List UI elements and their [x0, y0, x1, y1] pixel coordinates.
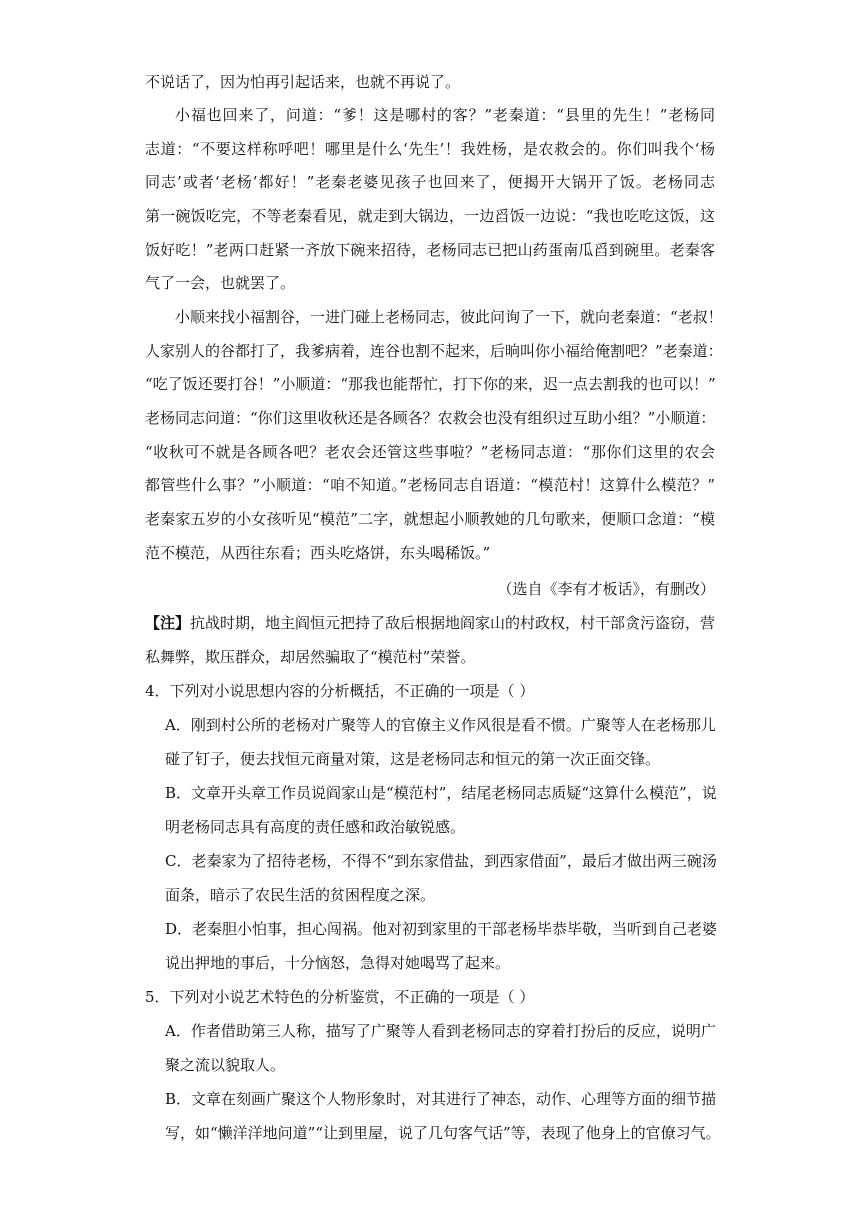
note-text: 抗战时期，地主阎恒元把持了敌后根据地阎家山的村政权，村干部贪污盗窃，营: [190, 614, 716, 632]
option-a[interactable]: A．作者借助第三人称，描写了广聚等人看到老杨同志的穿着打扮后的反应，说明广: [165, 1022, 716, 1040]
annotation-note: [145, 613, 715, 633]
option-b-cont: 写，如“懒洋洋地问道”“让到里屋，说了几句客气话”等，表现了他身上的官僚习气。: [165, 1124, 721, 1142]
option-d[interactable]: D．老秦胆小怕事，担心闯祸。他对初到家里的干部老杨毕恭毕敬，当听到自己老婆: [165, 920, 718, 938]
option-b[interactable]: B．文章在刻画广聚这个人物形象时，对其进行了神态，动作、心理等方面的细节描: [165, 1090, 717, 1108]
story-line: 小福也回来了，问道：“爹！这是哪村的客？”老秦道：“县里的先生！”老杨同: [175, 106, 715, 124]
story-line: 都管些什么事？”小顺道：“咱不知道。”老杨同志自语道：“模范村！这算什么模范？”: [145, 476, 715, 494]
option-c[interactable]: C．老秦家为了招待老杨，不得不“到东家借盐，到西家借面”，最后才做出两三碗汤: [165, 852, 717, 870]
option-b[interactable]: B．文章开头章工作员说阎家山是“模范村”，结尾老杨同志质疑“这算什么模范”，说: [165, 784, 717, 802]
story-line: 范不模范，从西往东看；西头吃烙饼，东头喝稀饭。”: [145, 544, 491, 562]
question-stem: 5．下列对小说艺术特色的分析鉴赏，不正确的一项是（ ）: [145, 988, 535, 1006]
story-line: 人家别人的谷都打了，我爹病着，连谷也割不起来，后晌叫你小福给俺割吧？”老秦道：: [145, 342, 723, 360]
story-line: 饭好吃！”老两口赶紧一齐放下碗来招待，老杨同志已把山药蛋南瓜舀到碗里。老秦客: [145, 241, 715, 259]
option-b-cont: 明老杨同志具有高度的责任感和政治敏锐感。: [165, 818, 466, 836]
story-line: 老杨同志问道：“你们这里收秋还是各顾各？农救会也没有组织过互助小组？”小顺道：: [145, 409, 716, 427]
story-line: 志道：“不要这样称呼吧！哪里是什么‘先生’！我姓杨，是农救会的。你们叫我个‘杨: [145, 140, 715, 158]
story-line: 第一碗饭吃完，不等老秦看见，就走到大锅边，一边舀饭一边说：“我也吃吃这饭，这: [145, 207, 715, 225]
source-citation: （选自《李有才板话》，有删改）: [497, 580, 715, 598]
option-c-cont: 面条，暗示了农民生活的贫困程度之深。: [165, 886, 436, 904]
story-line: 不说话了，因为怕再引起话来，也就不再说了。: [145, 73, 461, 91]
question-stem: 4．下列对小说思想内容的分析概括，不正确的一项是（ ）: [145, 682, 535, 700]
story-line: 小顺来找小福割谷，一进门碰上老杨同志，彼此问询了一下，就向老秦道：“老叔！: [175, 308, 723, 326]
annotation-note-line: 私舞弊，欺压群众，却居然骗取了“模范村”荣誉。: [145, 648, 476, 666]
story-line: 同志’或者‘老杨’都好！”老秦老婆见孩子也回来了，便揭开大锅开了饭。老杨同志: [145, 173, 715, 191]
option-a-cont: 聚之流以貌取人。: [165, 1056, 286, 1074]
story-line: “吃了饭还要打谷！”小顺道：“那我也能帮忙，打下你的来，迟一点去割我的也可以！”: [145, 375, 716, 393]
story-line: “收秋可不就是各顾各吧？老农会还管这些事啦？”老杨同志道：“那你们这里的农会: [145, 443, 715, 461]
option-a[interactable]: A．刚到村公所的老杨对广聚等人的官僚主义作风很是看不惯。广聚等人在老杨那儿: [165, 716, 716, 734]
story-line: 气了一会，也就罢了。: [145, 274, 296, 292]
option-d-cont: 说出押地的事后，十分恼怒，急得对她喝骂了起来。: [165, 954, 511, 972]
option-a-cont: 碰了钉子，便去找恒元商量对策，这是老杨同志和恒元的第一次正面交锋。: [165, 750, 661, 768]
story-line: 老秦家五岁的小女孩听见“模范”二字，就想起小顺教她的几句歌来，便顺口念道：“模: [145, 510, 715, 528]
note-tag: 【注】: [145, 614, 191, 632]
